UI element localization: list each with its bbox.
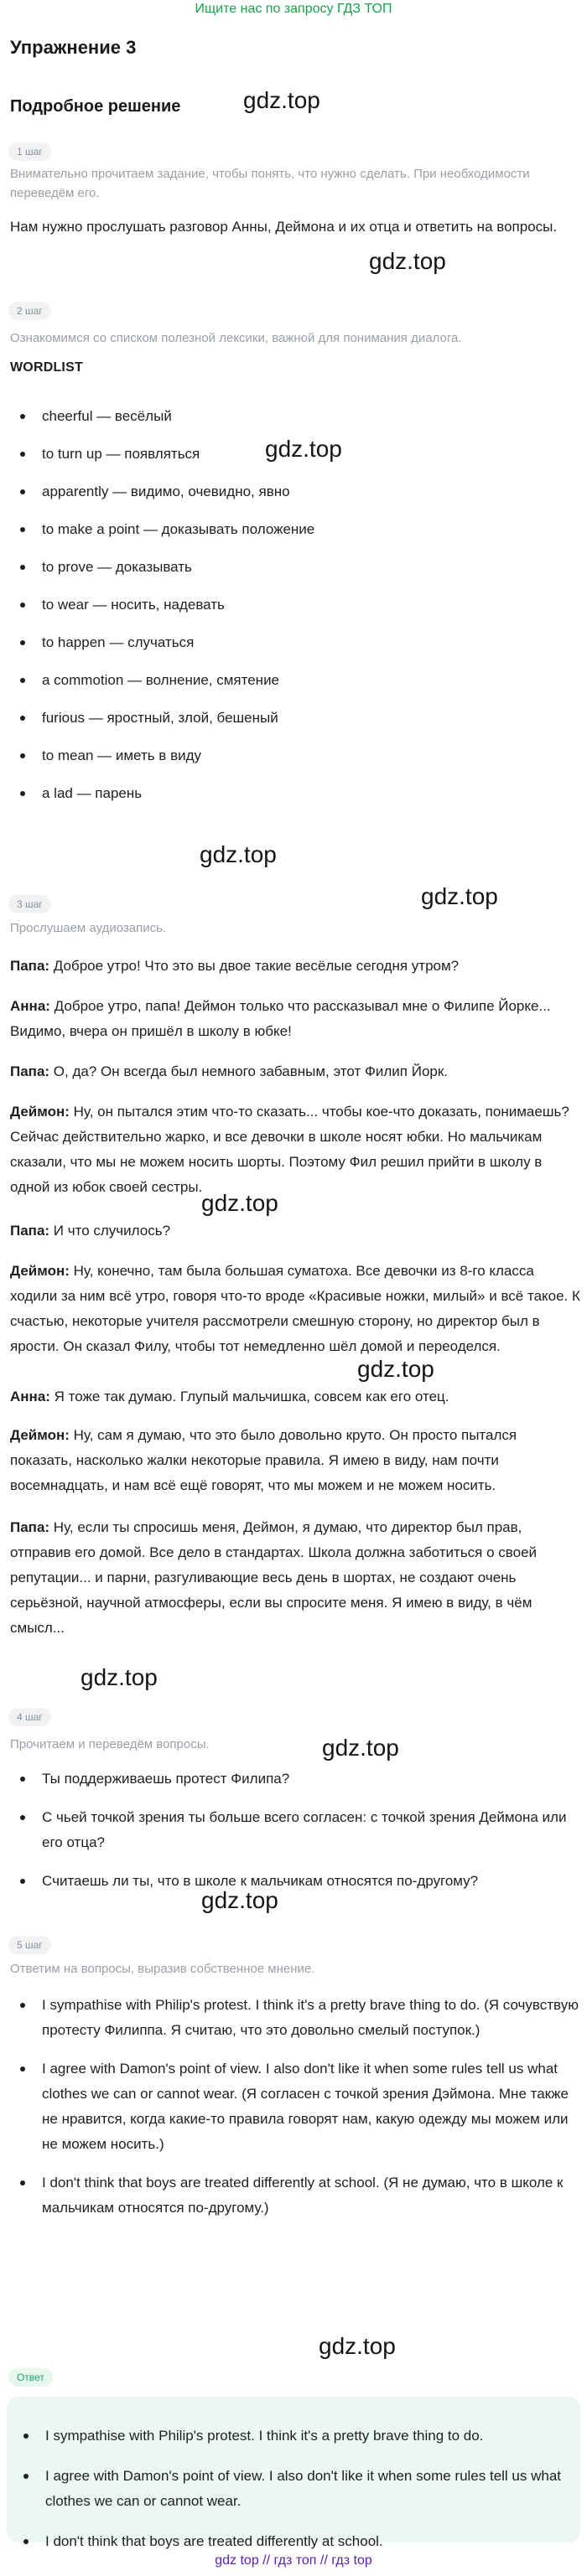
list-item: Ты поддерживаешь протест Филипа? bbox=[10, 1766, 580, 1792]
speaker: Деймон: bbox=[10, 1427, 70, 1443]
speaker: Папа: bbox=[10, 1063, 50, 1079]
footer-link[interactable]: гдз top bbox=[331, 2553, 372, 2568]
speaker: Папа: bbox=[10, 1223, 50, 1239]
step-4-note: Прочитаем и переведём вопросы. bbox=[10, 1737, 210, 1751]
wordlist-title: WORDLIST bbox=[10, 360, 83, 375]
list-item: to make a point — доказывать положение bbox=[10, 517, 580, 555]
watermark: gdz.top bbox=[421, 883, 498, 909]
wordlist bbox=[10, 404, 580, 819]
watermark: gdz.top bbox=[322, 1735, 399, 1761]
dialogue-line bbox=[10, 954, 580, 979]
footer-separator: // bbox=[319, 2553, 328, 2568]
page-title: Упражнение 3 bbox=[10, 37, 137, 58]
list-item: I don't think that boys are treated differently at school. bbox=[13, 2529, 567, 2554]
list-item: I agree with Damon's point of view. I also don't like it when some rules tell us what clothes we can or cannot wear. (Я согласен с точкой зрения Дэймона. Мне также не нравится, когда какие-то правила говорят нам, какую одежду мы можем или не можем носить.) bbox=[10, 2056, 580, 2157]
watermark: gdz.top bbox=[319, 2333, 396, 2359]
step-2-badge: 2 шаг bbox=[8, 302, 51, 320]
step-3-note: Прослушаем аудиозапись. bbox=[10, 921, 167, 935]
step-1-badge: 1 шаг bbox=[8, 142, 51, 161]
list-item: apparently — видимо, очевидно, явно bbox=[10, 479, 580, 517]
line-text: Ну, сам я думаю, что это было довольно круто. Он просто пытался показать, насколько жалки некоторые правила. Я имею в виду, нам почти восемнадцать, и нам всё ещё говорят, что мы можем и не можем носить. bbox=[10, 1427, 517, 1493]
step-1-text: Нам нужно прослушать разговор Анны, Деймона и их отца и ответить на вопросы. bbox=[10, 219, 558, 235]
answer-list bbox=[13, 2423, 567, 2569]
dialogue-line bbox=[10, 994, 580, 1044]
line-text: Я тоже так думаю. Глупый мальчишка, совсем как его отец. bbox=[54, 1389, 449, 1404]
footer-link[interactable]: гдз топ bbox=[273, 2553, 317, 2568]
line-text: Ну, если ты спросишь меня, Деймон, я думаю, что директор был прав, отправив его домой. Все дело в стандартах. Школа должна заботиться о своей репутации... и парни, разгуливающие весь день в шортах, не создают очень серьёзной, научной атмосферы, если вы спросите меня. Я имею в виду, в чём смысл... bbox=[10, 1519, 538, 1636]
speaker: Деймон: bbox=[10, 1263, 70, 1279]
step-1-note: Внимательно прочитаем задание, чтобы понять, что нужно сделать. При необходимости переведём его. bbox=[10, 167, 530, 200]
list-item: to happen — случаться bbox=[10, 630, 580, 668]
speaker: Анна: bbox=[10, 1389, 50, 1404]
step-3-badge: 3 шаг bbox=[8, 895, 51, 913]
answer-box bbox=[7, 2397, 580, 2549]
speaker: Анна: bbox=[10, 998, 50, 1014]
list-item: С чьей точкой зрения ты больше всего согласен: с точкой зрения Деймона или его отца? bbox=[10, 1805, 580, 1855]
list-item: cheerful — весёлый bbox=[10, 404, 580, 442]
dialogue-line bbox=[10, 1259, 580, 1359]
answer-badge: Ответ bbox=[8, 2368, 53, 2387]
list-item: Считаешь ли ты, что в школе к мальчикам относятся по-другому? bbox=[10, 1869, 580, 1894]
section-title: Подробное решение bbox=[10, 97, 181, 116]
watermark: gdz.top bbox=[357, 1356, 434, 1382]
list-item: a lad — парень bbox=[10, 781, 580, 819]
step-4-badge: 4 шаг bbox=[8, 1708, 51, 1726]
speaker: Деймон: bbox=[10, 1104, 70, 1120]
footer-links bbox=[0, 2551, 587, 2571]
list-item: to wear — носить, надевать bbox=[10, 592, 580, 630]
step-2-note: Ознакомимся со списком полезной лексики, важной для понимания диалога. bbox=[10, 331, 462, 345]
list-item: to prove — доказывать bbox=[10, 555, 580, 592]
dialogue-line bbox=[10, 1218, 580, 1244]
watermark: gdz.top bbox=[201, 1887, 278, 1913]
list-item: I agree with Damon's point of view. I also don't like it when some rules tell us what clothes we can or cannot wear. bbox=[13, 2464, 567, 2514]
list-item: I sympathise with Philip's protest. I think it's a pretty brave thing to do. (Я сочувствую протесту Филиппа. Я считаю, что это довольно смелый поступок.) bbox=[10, 1993, 580, 2043]
line-text: Доброе утро, папа! Деймон только что рассказывал мне о Филипе Йорке... Видимо, вчера он пришёл в школу в юбке! bbox=[10, 998, 551, 1039]
speaker: Папа: bbox=[10, 1519, 50, 1535]
speaker: Папа: bbox=[10, 958, 50, 974]
step-5-note: Ответим на вопросы, выразив собственное мнение. bbox=[10, 1962, 315, 1976]
watermark: gdz.top bbox=[243, 87, 320, 113]
dialogue-line bbox=[10, 1515, 580, 1641]
line-text: Ну, конечно, там была большая суматоха. Все девочки из 8-го класса ходили за ним всё утро, говоря что-то вроде «Красивые ножки, милый» и всё такое. К счастью, некоторые учителя рассмотрели смешную сторону, но директор был в ярости. Он сказал Филу, чтобы тот немедленно шёл домой и переоделся. bbox=[10, 1263, 580, 1354]
footer-link[interactable]: gdz top bbox=[215, 2553, 259, 2568]
list-item: to mean — иметь в виду bbox=[10, 743, 580, 781]
line-text: Ну, он пытался этим что-то сказать... чтобы кое-что доказать, понимаешь? Сейчас действительно жарко, и все девочки в школе носят юбки. Но мальчикам сказали, что мы не можем носить шорты. Поэтому Фил решил прийти в школу в одной из юбок своей сестры. bbox=[10, 1104, 569, 1195]
top-banner[interactable]: Ищите нас по запросу ГДЗ ТОП bbox=[195, 2, 392, 16]
list-item: to turn up — появляться bbox=[10, 442, 580, 479]
answers-list bbox=[10, 1993, 580, 2234]
list-item: furious — яростный, злой, бешеный bbox=[10, 706, 580, 743]
dialogue-line bbox=[10, 1059, 580, 1084]
list-item: I don't think that boys are treated differently at school. (Я не думаю, что в школе к мальчикам относятся по-другому.) bbox=[10, 2170, 580, 2221]
questions-list bbox=[10, 1766, 580, 1907]
watermark: gdz.top bbox=[265, 436, 342, 462]
footer-separator: // bbox=[262, 2553, 271, 2568]
step-5-badge: 5 шаг bbox=[8, 1936, 51, 1954]
dialogue-line bbox=[10, 1099, 580, 1200]
watermark: gdz.top bbox=[201, 1190, 278, 1216]
watermark: gdz.top bbox=[200, 841, 277, 867]
line-text: И что случилось? bbox=[53, 1223, 171, 1239]
line-text: Доброе утро! Что это вы двое такие весёлые сегодня утром? bbox=[53, 958, 460, 974]
dialogue-line bbox=[10, 1423, 580, 1498]
list-item: a commotion — волнение, смятение bbox=[10, 668, 580, 706]
watermark: gdz.top bbox=[81, 1664, 158, 1690]
dialogue-line bbox=[10, 1384, 580, 1410]
watermark: gdz.top bbox=[369, 248, 446, 274]
line-text: О, да? Он всегда был немного забавным, этот Филип Йорк. bbox=[53, 1063, 449, 1079]
list-item: I sympathise with Philip's protest. I think it's a pretty brave thing to do. bbox=[13, 2423, 567, 2449]
